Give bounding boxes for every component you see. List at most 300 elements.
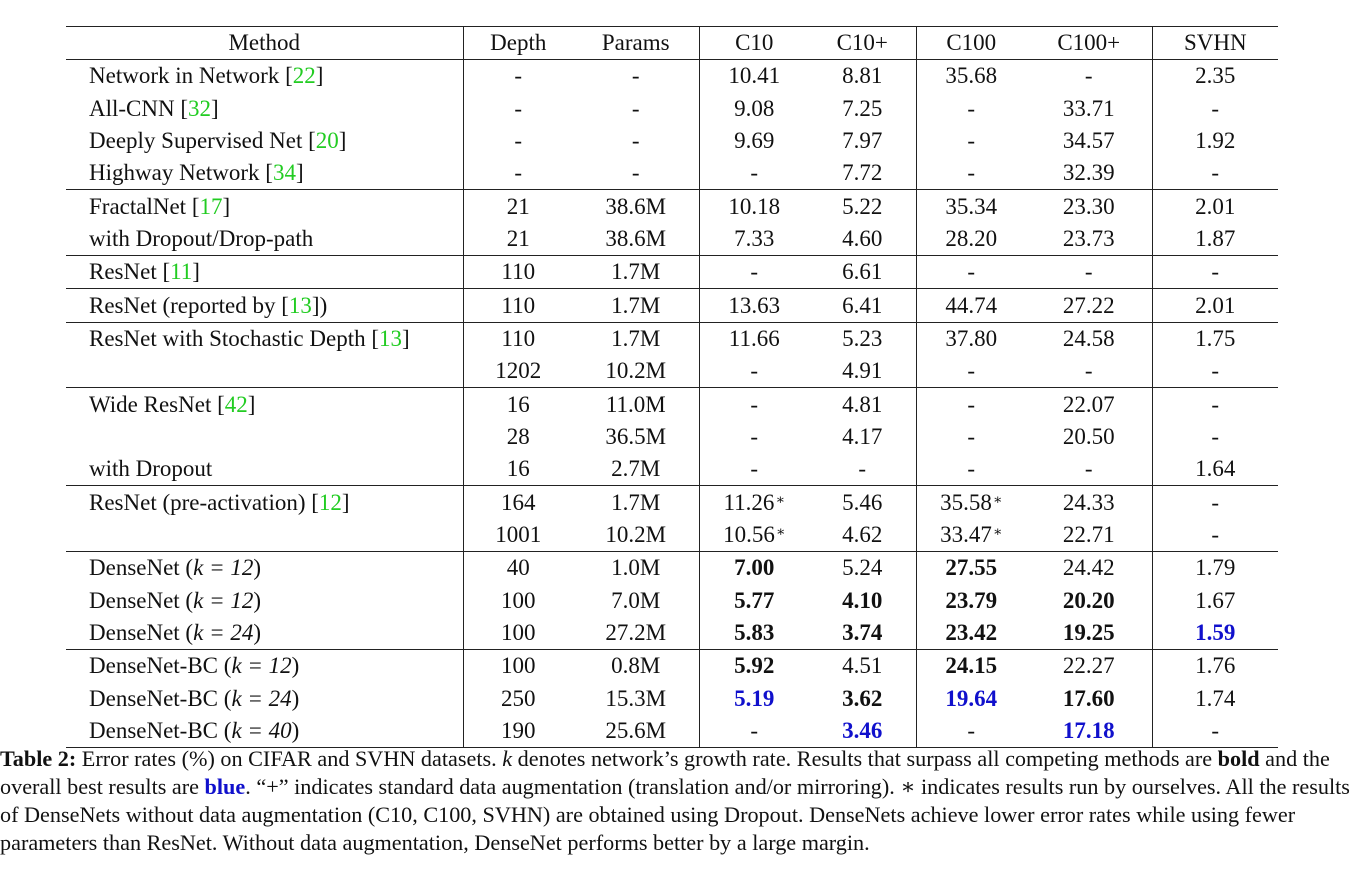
table-row (66, 92, 1278, 124)
c10-plus-value: 6.61 (842, 259, 883, 285)
c10-plus-value: 7.25 (842, 95, 883, 121)
svhn-value: 1.64 (1195, 456, 1236, 482)
depth-cell (463, 289, 573, 322)
depth-value: 1202 (495, 358, 542, 384)
params-cell (573, 421, 699, 453)
depth-value: - (514, 127, 523, 153)
method-name: DenseNet ( (89, 555, 194, 581)
c100-plus-cell (1026, 519, 1152, 552)
params-cell (573, 157, 699, 190)
c100-value: 24.15 (945, 653, 998, 679)
method-tail: ) (253, 587, 262, 613)
c100-plus-cell (1026, 585, 1152, 617)
method-name: Network in Network (89, 63, 280, 89)
c10-cell (699, 92, 809, 124)
depth-cell (463, 552, 573, 585)
svhn-value: - (1211, 259, 1220, 285)
params-cell (573, 322, 699, 355)
svhn-cell (1152, 190, 1278, 223)
c100-plus-value: 27.22 (1062, 292, 1115, 318)
depth-value: 164 (501, 489, 536, 515)
c100-plus-value: 17.18 (1062, 718, 1115, 744)
depth-cell (463, 453, 573, 486)
method-cell (66, 715, 463, 748)
c10-plus-cell (809, 157, 916, 190)
c100-plus-cell (1026, 223, 1152, 256)
citation-ref: 20 (315, 127, 339, 153)
method-cell: Wide ResNet [42] (66, 388, 463, 421)
table-row (66, 650, 1278, 683)
method-cell: ResNet (pre-activation) [12] (66, 486, 463, 519)
method-name: FractalNet (89, 193, 187, 219)
c10-value: - (750, 456, 759, 482)
c100-cell (916, 223, 1026, 256)
table-row (66, 552, 1278, 585)
params-cell (573, 453, 699, 486)
c100-cell (916, 453, 1026, 486)
c10-value: 13.63 (728, 292, 781, 318)
c10-plus-cell (809, 388, 916, 421)
c100-plus-value: 22.27 (1062, 653, 1115, 679)
c10-value: 10.41 (728, 63, 781, 89)
c10-plus-value: 5.46 (842, 489, 883, 515)
depth-value: 250 (501, 685, 536, 711)
table-row (66, 453, 1278, 486)
c100-cell (916, 388, 1026, 421)
c10-cell (699, 453, 809, 486)
c100-plus-cell (1026, 125, 1152, 157)
citation-ref: 22 (292, 63, 316, 89)
table-body (66, 60, 1278, 748)
depth-value: 16 (506, 391, 530, 417)
params-value: - (631, 127, 640, 153)
svhn-value: - (1211, 391, 1220, 417)
params-value: 1.7M (611, 325, 661, 351)
method-name: with Dropout (89, 456, 213, 482)
c10-value: 9.08 (734, 95, 775, 121)
c100-plus-value: 17.60 (1062, 685, 1115, 711)
params-cell (573, 125, 699, 157)
depth-cell (463, 650, 573, 683)
params-value: 2.7M (611, 456, 661, 482)
depth-cell (463, 125, 573, 157)
c10-plus-value: 4.91 (842, 358, 883, 384)
growth-rate: k = 12 (193, 555, 254, 581)
growth-rate: k = 40 (231, 718, 292, 744)
method-name: ResNet (reported by (89, 292, 276, 318)
params-cell (573, 190, 699, 223)
own-run-marker: ∗ (775, 492, 785, 508)
header-c10: C10 (699, 27, 809, 60)
c100-plus-value: - (1084, 63, 1093, 89)
caption-bold-word: bold (1217, 746, 1260, 771)
method-cell (66, 421, 463, 453)
depth-value: 40 (506, 555, 530, 581)
c10-value: 7.00 (734, 555, 775, 581)
params-cell (573, 388, 699, 421)
c100-plus-cell (1026, 683, 1152, 715)
c100-plus-value: 20.20 (1062, 587, 1115, 613)
c10-plus-value: 4.60 (842, 225, 883, 251)
c100-plus-value: 23.30 (1062, 193, 1115, 219)
method-cell: ResNet (reported by [13]) (66, 289, 463, 322)
params-value: 1.0M (611, 555, 661, 581)
params-cell (573, 92, 699, 124)
method-name: Wide ResNet (89, 391, 212, 417)
params-cell (573, 715, 699, 748)
c10-plus-cell (809, 650, 916, 683)
svhn-value: 1.59 (1195, 620, 1236, 646)
depth-cell (463, 683, 573, 715)
c100-cell (916, 289, 1026, 322)
depth-value: - (514, 63, 523, 89)
params-value: 11.0M (605, 391, 666, 417)
c100-plus-value: - (1084, 259, 1093, 285)
params-value: 38.6M (605, 225, 667, 251)
method-cell (66, 453, 463, 486)
c10-cell (699, 519, 809, 552)
depth-value: - (514, 160, 523, 186)
c10-plus-value: 8.81 (842, 63, 883, 89)
c100-cell (916, 421, 1026, 453)
c100-value: - (967, 456, 976, 482)
c100-plus-value: 34.57 (1062, 127, 1115, 153)
method-cell (66, 683, 463, 715)
params-cell (573, 552, 699, 585)
c100-plus-value: 20.50 (1062, 423, 1115, 449)
method-tail: ) (291, 685, 300, 711)
c100-plus-cell (1026, 715, 1152, 748)
header-row (66, 27, 1278, 60)
params-value: - (631, 95, 640, 121)
c10-plus-cell (809, 585, 916, 617)
params-value: 15.3M (605, 685, 667, 711)
c100-plus-value: 32.39 (1062, 160, 1115, 186)
params-value: - (631, 160, 640, 186)
c100-plus-cell (1026, 256, 1152, 289)
c100-plus-cell (1026, 421, 1152, 453)
c10-plus-cell (809, 453, 916, 486)
c10-value: 7.33 (734, 225, 775, 251)
c10-value: 5.19 (734, 685, 775, 711)
table-row (66, 683, 1278, 715)
header-c100-plus: C100+ (1026, 27, 1152, 60)
c100-value: - (967, 160, 976, 186)
svhn-value: 1.76 (1195, 653, 1236, 679)
svhn-cell (1152, 715, 1278, 748)
method-cell: FractalNet [17] (66, 190, 463, 223)
c100-plus-cell (1026, 322, 1152, 355)
table-row (66, 355, 1278, 388)
method-tail: ) (253, 620, 262, 646)
method-name: DenseNet-BC ( (89, 718, 232, 744)
c10-plus-value: 6.41 (842, 292, 883, 318)
c100-plus-cell (1026, 92, 1152, 124)
c100-plus-cell (1026, 486, 1152, 519)
svhn-cell (1152, 157, 1278, 190)
depth-cell (463, 421, 573, 453)
c10-cell (699, 650, 809, 683)
growth-rate: k = 24 (231, 685, 292, 711)
c100-cell (916, 683, 1026, 715)
header-c10-plus: C10+ (809, 27, 916, 60)
svhn-cell (1152, 289, 1278, 322)
method-cell: Highway Network [34] (66, 157, 463, 190)
c10-cell (699, 585, 809, 617)
c100-cell (916, 552, 1026, 585)
method-tail: ) (291, 718, 300, 744)
svhn-value: - (1211, 160, 1220, 186)
c10-plus-value: 5.22 (842, 193, 883, 219)
c10-cell (699, 223, 809, 256)
growth-rate: k = 12 (193, 587, 254, 613)
method-name: DenseNet-BC ( (89, 685, 232, 711)
depth-value: 16 (506, 456, 530, 482)
c100-cell (916, 92, 1026, 124)
c100-cell (916, 60, 1026, 93)
depth-value: 1001 (495, 521, 542, 547)
c100-cell (916, 650, 1026, 683)
depth-cell (463, 190, 573, 223)
method-name: All-CNN (89, 95, 175, 121)
method-cell (66, 617, 463, 650)
c100-plus-cell (1026, 617, 1152, 650)
depth-value: 190 (501, 718, 536, 744)
method-name: DenseNet ( (89, 587, 194, 613)
svhn-value: - (1211, 95, 1220, 121)
c10-plus-cell (809, 223, 916, 256)
c100-value: - (967, 718, 976, 744)
c10-cell (699, 190, 809, 223)
c10-plus-cell (809, 715, 916, 748)
svhn-value: 1.87 (1195, 225, 1236, 251)
params-cell (573, 60, 699, 93)
c100-value: 33.47 (940, 521, 992, 547)
svhn-value: 1.92 (1195, 127, 1236, 153)
c10-plus-value: - (858, 456, 867, 482)
c100-value: 28.20 (945, 225, 998, 251)
table-row (66, 388, 1278, 421)
depth-cell (463, 617, 573, 650)
depth-value: 21 (506, 225, 530, 251)
method-name: ResNet (89, 259, 157, 285)
depth-cell (463, 60, 573, 93)
method-cell: Deeply Supervised Net [20] (66, 125, 463, 157)
method-cell (66, 519, 463, 552)
svhn-cell (1152, 60, 1278, 93)
svhn-cell (1152, 256, 1278, 289)
params-value: 7.0M (611, 587, 661, 613)
svhn-cell (1152, 617, 1278, 650)
c10-cell (699, 125, 809, 157)
c100-value: 23.79 (945, 587, 998, 613)
own-run-marker: ∗ (775, 524, 786, 540)
c100-cell (916, 157, 1026, 190)
c100-plus-value: 24.58 (1062, 325, 1115, 351)
depth-value: - (514, 95, 523, 121)
c10-plus-cell (809, 519, 916, 552)
depth-value: 100 (501, 620, 536, 646)
c10-plus-cell (809, 355, 916, 388)
header-svhn: SVHN (1152, 27, 1278, 60)
c10-plus-cell (809, 60, 916, 93)
citation-ref: 12 (318, 489, 342, 515)
c10-cell (699, 157, 809, 190)
c10-value: - (750, 259, 759, 285)
c10-plus-value: 5.23 (842, 325, 883, 351)
method-name: ResNet (pre-activation) (89, 489, 306, 515)
header-c100: C100 (916, 27, 1026, 60)
table-row (66, 256, 1278, 289)
growth-rate: k = 12 (231, 653, 292, 679)
c100-plus-value: - (1084, 358, 1093, 384)
c100-plus-value: 22.07 (1062, 391, 1115, 417)
method-cell (66, 650, 463, 683)
table-row (66, 157, 1278, 190)
citation-ref: 17 (199, 193, 223, 219)
c100-plus-cell (1026, 289, 1152, 322)
method-cell: ResNet [11] (66, 256, 463, 289)
caption-text-3: and the overall best results are (0, 746, 1330, 799)
params-cell (573, 486, 699, 519)
c100-cell (916, 190, 1026, 223)
depth-cell (463, 223, 573, 256)
method-tail: ) (319, 292, 328, 318)
c10-cell (699, 421, 809, 453)
c10-plus-value: 4.17 (842, 423, 883, 449)
svhn-value: - (1211, 521, 1220, 547)
params-cell (573, 683, 699, 715)
c10-plus-cell (809, 92, 916, 124)
c10-plus-cell (809, 683, 916, 715)
c100-plus-cell (1026, 355, 1152, 388)
svhn-value: 2.01 (1195, 193, 1236, 219)
params-value: - (631, 63, 640, 89)
citation-ref: 11 (170, 259, 193, 285)
c100-value: 35.58 (940, 489, 992, 515)
c100-plus-cell (1026, 552, 1152, 585)
c10-plus-value: 4.81 (842, 391, 883, 417)
c100-value: - (967, 391, 976, 417)
method-cell: ResNet with Stochastic Depth [13] (66, 322, 463, 355)
params-value: 36.5M (605, 423, 667, 449)
table-row (66, 223, 1278, 256)
c100-cell (916, 256, 1026, 289)
params-value: 10.2M (605, 521, 667, 547)
c100-cell (916, 322, 1026, 355)
table-row (66, 190, 1278, 223)
params-value: 1.7M (611, 259, 661, 285)
depth-value: 100 (501, 587, 536, 613)
params-value: 0.8M (611, 653, 661, 679)
c100-plus-cell (1026, 157, 1152, 190)
svhn-cell (1152, 322, 1278, 355)
c10-plus-cell (809, 190, 916, 223)
c10-plus-value: 7.97 (842, 127, 883, 153)
own-run-marker: ∗ (992, 492, 1003, 508)
method-cell: Network in Network [22] (66, 60, 463, 93)
caption-k-symbol: k (502, 746, 513, 771)
depth-cell (463, 519, 573, 552)
depth-cell (463, 388, 573, 421)
c100-value: 19.64 (945, 685, 998, 711)
params-cell (573, 355, 699, 388)
table-row (66, 486, 1278, 519)
c100-value: - (967, 358, 976, 384)
c10-value: - (750, 160, 759, 186)
c100-value: 37.80 (945, 325, 998, 351)
depth-value: 110 (501, 259, 536, 285)
c100-plus-value: 22.71 (1062, 521, 1115, 547)
svhn-cell (1152, 355, 1278, 388)
method-tail: ) (253, 555, 262, 581)
svhn-cell (1152, 650, 1278, 683)
depth-cell (463, 256, 573, 289)
params-value: 1.7M (611, 292, 661, 318)
svhn-cell (1152, 486, 1278, 519)
caption-text-4: . “+” indicates standard data augmentation (translation and/or mirroring). (245, 774, 901, 799)
c10-plus-value: 4.51 (842, 653, 883, 679)
svhn-value: 1.75 (1195, 325, 1236, 351)
depth-value: 100 (501, 653, 536, 679)
table-row (66, 322, 1278, 355)
method-cell (66, 355, 463, 388)
c10-value: - (750, 423, 759, 449)
c100-value: - (967, 423, 976, 449)
header-params: Params (573, 27, 699, 60)
table-row (66, 585, 1278, 617)
c10-value: - (750, 391, 759, 417)
depth-cell (463, 486, 573, 519)
c10-value: 11.66 (728, 325, 780, 351)
svhn-cell (1152, 92, 1278, 124)
c10-cell (699, 552, 809, 585)
c100-value: 35.68 (945, 63, 998, 89)
c10-value: 11.26 (723, 489, 775, 515)
svhn-value: 1.74 (1195, 685, 1236, 711)
table-row (66, 125, 1278, 157)
c100-plus-value: 33.71 (1062, 95, 1115, 121)
caption-text-1: Error rates (%) on CIFAR and SVHN datasets. (76, 746, 503, 771)
citation-ref: 42 (224, 391, 248, 417)
params-cell (573, 585, 699, 617)
c10-plus-cell (809, 289, 916, 322)
c100-plus-value: 19.25 (1062, 620, 1115, 646)
table-row (66, 519, 1278, 552)
table-row (66, 715, 1278, 748)
c10-cell (699, 322, 809, 355)
c100-cell (916, 125, 1026, 157)
citation-ref: 13 (379, 325, 403, 351)
c100-value: 23.42 (945, 620, 998, 646)
params-value: 1.7M (611, 489, 661, 515)
header-depth: Depth (463, 27, 573, 60)
c100-value: - (967, 259, 976, 285)
c100-cell (916, 617, 1026, 650)
c100-cell (916, 585, 1026, 617)
c100-plus-cell (1026, 650, 1152, 683)
c10-plus-cell (809, 256, 916, 289)
method-name: Highway Network (89, 160, 260, 186)
params-value: 25.6M (605, 718, 667, 744)
c10-plus-value: 5.24 (842, 555, 883, 581)
svhn-cell (1152, 223, 1278, 256)
c10-plus-cell (809, 552, 916, 585)
c10-cell (699, 289, 809, 322)
params-value: 10.2M (605, 358, 667, 384)
method-tail: ) (291, 653, 300, 679)
caption-text-2: denotes network’s growth rate. Results that surpass all competing methods are (512, 746, 1218, 771)
